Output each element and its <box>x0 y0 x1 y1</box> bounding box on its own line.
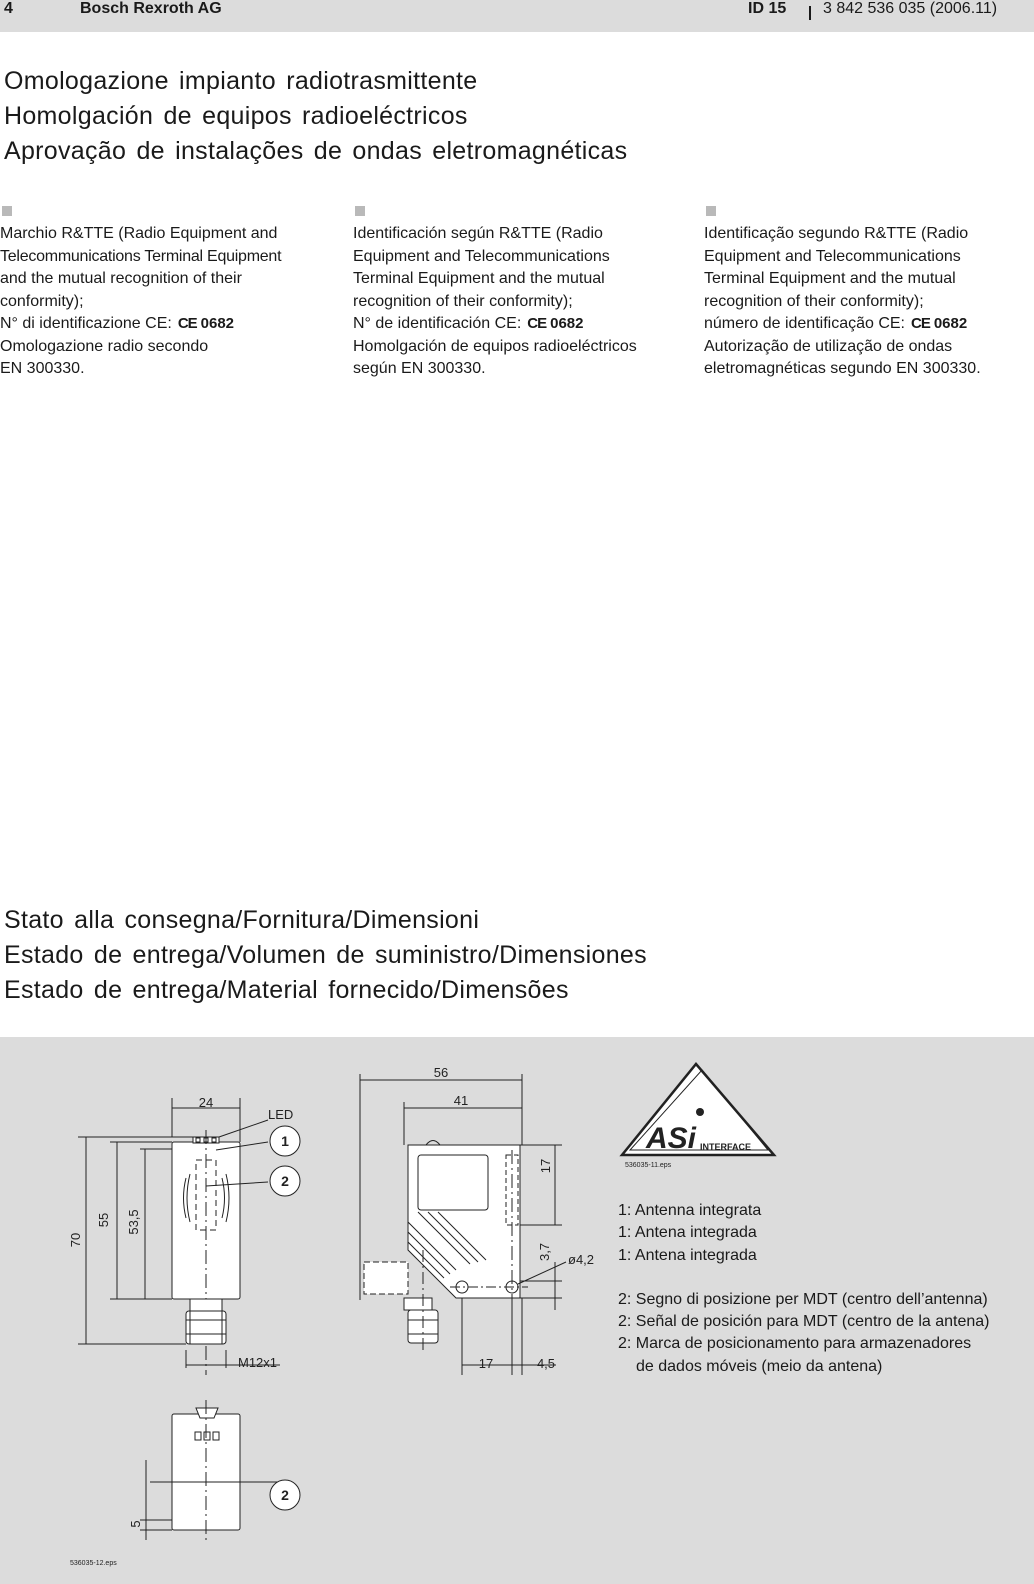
title-it: Omologazione impianto radiotrasmittente <box>4 67 478 95</box>
dim-thread: M12x1 <box>238 1355 278 1370</box>
dim-height-70: 70 <box>68 1232 83 1248</box>
drawing-legend <box>618 1200 989 1378</box>
ce-id-line <box>0 313 330 336</box>
dim-height-53-5: 53,5 <box>126 1209 141 1235</box>
header-divider <box>809 6 811 20</box>
ce-mark-icon: CE 0682 <box>527 315 584 332</box>
title-es: Estado de entrega/Volumen de suministro/Dimensiones <box>4 941 647 969</box>
text-line: Identificación según R&TTE (Radio <box>353 225 603 242</box>
text-line: Telecommunications Terminal Equipment <box>0 247 282 265</box>
doc-number: 3 842 536 035 (2006.11) <box>823 0 998 17</box>
logo-asi-text: ASi <box>646 1122 697 1155</box>
led-label: LED <box>268 1107 294 1122</box>
text-line: Autorização de utilização de ondas <box>704 337 953 355</box>
text-line: EN 300330. <box>0 360 85 377</box>
section-title-delivery <box>4 903 647 1008</box>
callout-1: 1 <box>281 1133 289 1149</box>
legend-line: 1: Antena integrada <box>618 1246 757 1264</box>
title-pt: Estado de entrega/Material fornecido/Dimensões <box>4 976 569 1004</box>
page-number: 4 <box>4 0 13 17</box>
text-line: Terminal Equipment and the mutual <box>704 270 956 287</box>
bullet-icon <box>355 206 365 216</box>
legend-line: de dados móveis (meio da antena) <box>636 1357 883 1375</box>
dim-width: 24 <box>198 1095 214 1110</box>
ce-mark-icon: CE 0682 <box>177 315 235 332</box>
ce-id-label: número de identificação CE: <box>704 315 905 332</box>
ce-id-label: N° de identificación CE: <box>353 315 522 332</box>
ce-mark-icon: CE 0682 <box>911 315 968 332</box>
dim-height-55: 55 <box>96 1212 111 1228</box>
text-line: Homolgación de equipos radioeléctricos <box>353 337 637 355</box>
text-line: Omologazione radio secondo <box>0 337 209 355</box>
column-spanish <box>353 196 683 381</box>
asi-interface-logo <box>622 1064 774 1155</box>
company-name: Bosch Rexroth AG <box>80 0 222 17</box>
dim-5: 5 <box>128 1520 143 1528</box>
page-header <box>0 0 1034 32</box>
legend-line: 2: Segno di posizione per MDT (centro dell’antenna) <box>618 1290 988 1308</box>
fig-id-logo: 536035-11.eps <box>625 1162 672 1169</box>
section-title-approval <box>4 64 627 169</box>
dim-3-7: 3,7 <box>537 1242 552 1262</box>
title-es: Homolgación de equipos radioeléctricos <box>4 102 468 130</box>
legend-line: 2: Señal de posición para MDT (centro de la antena) <box>618 1313 990 1331</box>
text-line: según EN 300330. <box>353 360 486 377</box>
dim-4-5: 4,5 <box>536 1356 556 1371</box>
dim-17-top: 17 <box>538 1158 553 1174</box>
text-line: Equipment and Telecommunications <box>353 247 610 265</box>
dim-17-bottom: 17 <box>478 1356 494 1371</box>
ce-id-line <box>353 313 683 336</box>
column-portuguese <box>704 196 1034 381</box>
ce-id-label: N° di identificazione CE: <box>0 315 172 332</box>
text-line: recognition of their conformity); <box>704 292 924 310</box>
front-view <box>68 1095 300 1375</box>
legend-line: 1: Antenna integrata <box>618 1202 762 1219</box>
text-line: recognition of their conformity); <box>353 292 573 310</box>
bullet-icon <box>706 206 716 216</box>
ce-id-line <box>704 313 1034 336</box>
side-view <box>360 1065 594 1375</box>
column-italian <box>0 196 330 381</box>
bullet-icon <box>2 206 12 216</box>
text-line: Equipment and Telecommunications <box>704 247 961 265</box>
dim-56: 56 <box>433 1065 449 1080</box>
text-line: Identificação segundo R&TTE (Radio <box>704 225 969 242</box>
callout-2: 2 <box>281 1173 289 1189</box>
fig-id-main: 536035-12.eps <box>70 1560 117 1567</box>
text-line: and the mutual recognition of their <box>0 270 242 287</box>
legend-line: 1: Antena integrada <box>618 1224 757 1242</box>
dim-hole: ø4,2 <box>568 1252 595 1267</box>
callout-2-back: 2 <box>281 1487 289 1503</box>
title-it: Stato alla consegna/Fornitura/Dimensioni <box>4 906 480 934</box>
dim-41: 41 <box>453 1093 469 1108</box>
title-pt: Aprovação de instalações de ondas eletromagnéticas <box>4 137 628 165</box>
text-line: Marchio R&TTE (Radio Equipment and <box>0 225 278 242</box>
text-line: eletromagnéticas segundo EN 300330. <box>704 360 981 377</box>
text-line: Terminal Equipment and the mutual <box>353 270 605 287</box>
product-name: ID 15 <box>748 0 787 17</box>
legend-line: 2: Marca de posicionamento para armazenadores <box>618 1335 972 1353</box>
text-line: conformity); <box>0 292 84 310</box>
logo-interface-text: INTERFACE <box>700 1142 752 1152</box>
back-view <box>128 1400 300 1540</box>
